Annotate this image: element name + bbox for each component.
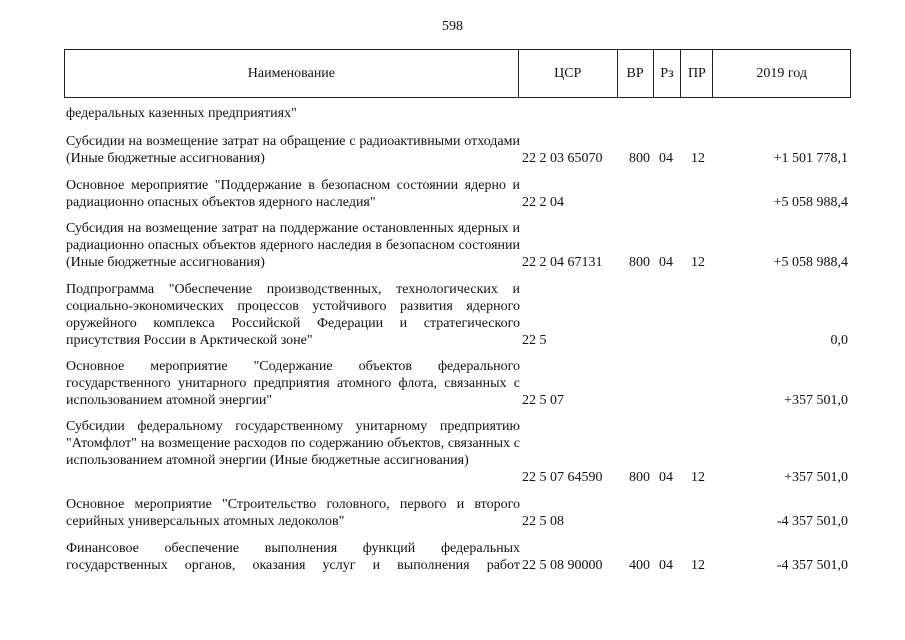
header-rz: Рз: [654, 50, 682, 97]
header-csr: ЦСР: [519, 50, 618, 97]
row-amount: +357 501,0: [784, 470, 848, 485]
header-name: Наименование: [65, 50, 519, 97]
row-amount: +5 058 988,4: [773, 195, 848, 210]
row-rz: 04: [659, 151, 673, 166]
row-csr: 22 5 07 64590: [522, 470, 603, 485]
row-vr: 800: [629, 151, 650, 166]
row-amount: -4 357 501,0: [776, 558, 848, 573]
row-rz: 04: [659, 558, 673, 573]
row-vr: 800: [629, 470, 650, 485]
row-pr: 12: [691, 470, 705, 485]
row-pr: 12: [691, 151, 705, 166]
row-rz: 04: [659, 255, 673, 270]
row-pr: 12: [691, 558, 705, 573]
row-amount: 0,0: [830, 333, 848, 348]
row-csr: 22 5 08: [522, 514, 564, 529]
row-csr: 22 2 04 67131: [522, 255, 603, 270]
row-amount: +357 501,0: [784, 393, 848, 408]
row-csr: 22 5 08 90000: [522, 558, 603, 573]
row-name: федеральных казенных предприятиях": [66, 106, 297, 121]
row-csr: 22 2 04: [522, 195, 564, 210]
table-header: [64, 49, 851, 98]
row-name: Основное мероприятие "Поддержание в безопасном состоянии ядерно и радиационно опасных объектов ядерного наследия": [66, 178, 520, 210]
row-amount: -4 357 501,0: [776, 514, 848, 529]
row-csr: 22 5: [522, 333, 547, 348]
row-name: Основное мероприятие "Содержание объектов федерального государственного унитарного предприятия атомного флота, связанных с использованием атомной энергии": [66, 359, 520, 408]
row-vr: 400: [629, 558, 650, 573]
row-name: Субсидии федеральному государственному унитарному предприятию "Атомфлот" на возмещение расходов по содержанию объектов, связанных с использованием атомной энергии (Иные бюджетные ассигнования): [66, 419, 520, 468]
row-pr: 12: [691, 255, 705, 270]
row-vr: 800: [629, 255, 650, 270]
header-year: 2019 год: [756, 65, 807, 81]
row-name: Субсидии на возмещение затрат на обращение с радиоактивными отходами (Иные бюджетные ассигнования): [66, 134, 520, 166]
row-csr: 22 5 07: [522, 393, 564, 408]
page-number: 598: [442, 19, 463, 34]
row-csr: 22 2 03 65070: [522, 151, 603, 166]
header-pr: ПР: [681, 50, 713, 97]
row-amount: +1 501 778,1: [773, 151, 848, 166]
row-name: Подпрограмма "Обеспечение производственных, технологических и социально-экономических процессов устойчивого развития ядерного оружейного комплекса Российской Федерации и стратегического присутствия России в Арктической зоне": [66, 282, 520, 348]
row-name: Финансовое обеспечение выполнения функций федеральных государственных органов, оказания услуг и выполнения работ: [66, 541, 520, 573]
row-rz: 04: [659, 470, 673, 485]
row-name: Основное мероприятие "Строительство головного, первого и второго серийных универсальных атомных ледоколов": [66, 497, 520, 529]
header-vr: ВР: [618, 50, 654, 97]
row-name: Субсидия на возмещение затрат на поддержание остановленных ядерных и радиационно опасных объектов ядерного наследия в безопасном состоянии (Иные бюджетные ассигнования): [66, 221, 520, 270]
row-amount: +5 058 988,4: [773, 255, 848, 270]
